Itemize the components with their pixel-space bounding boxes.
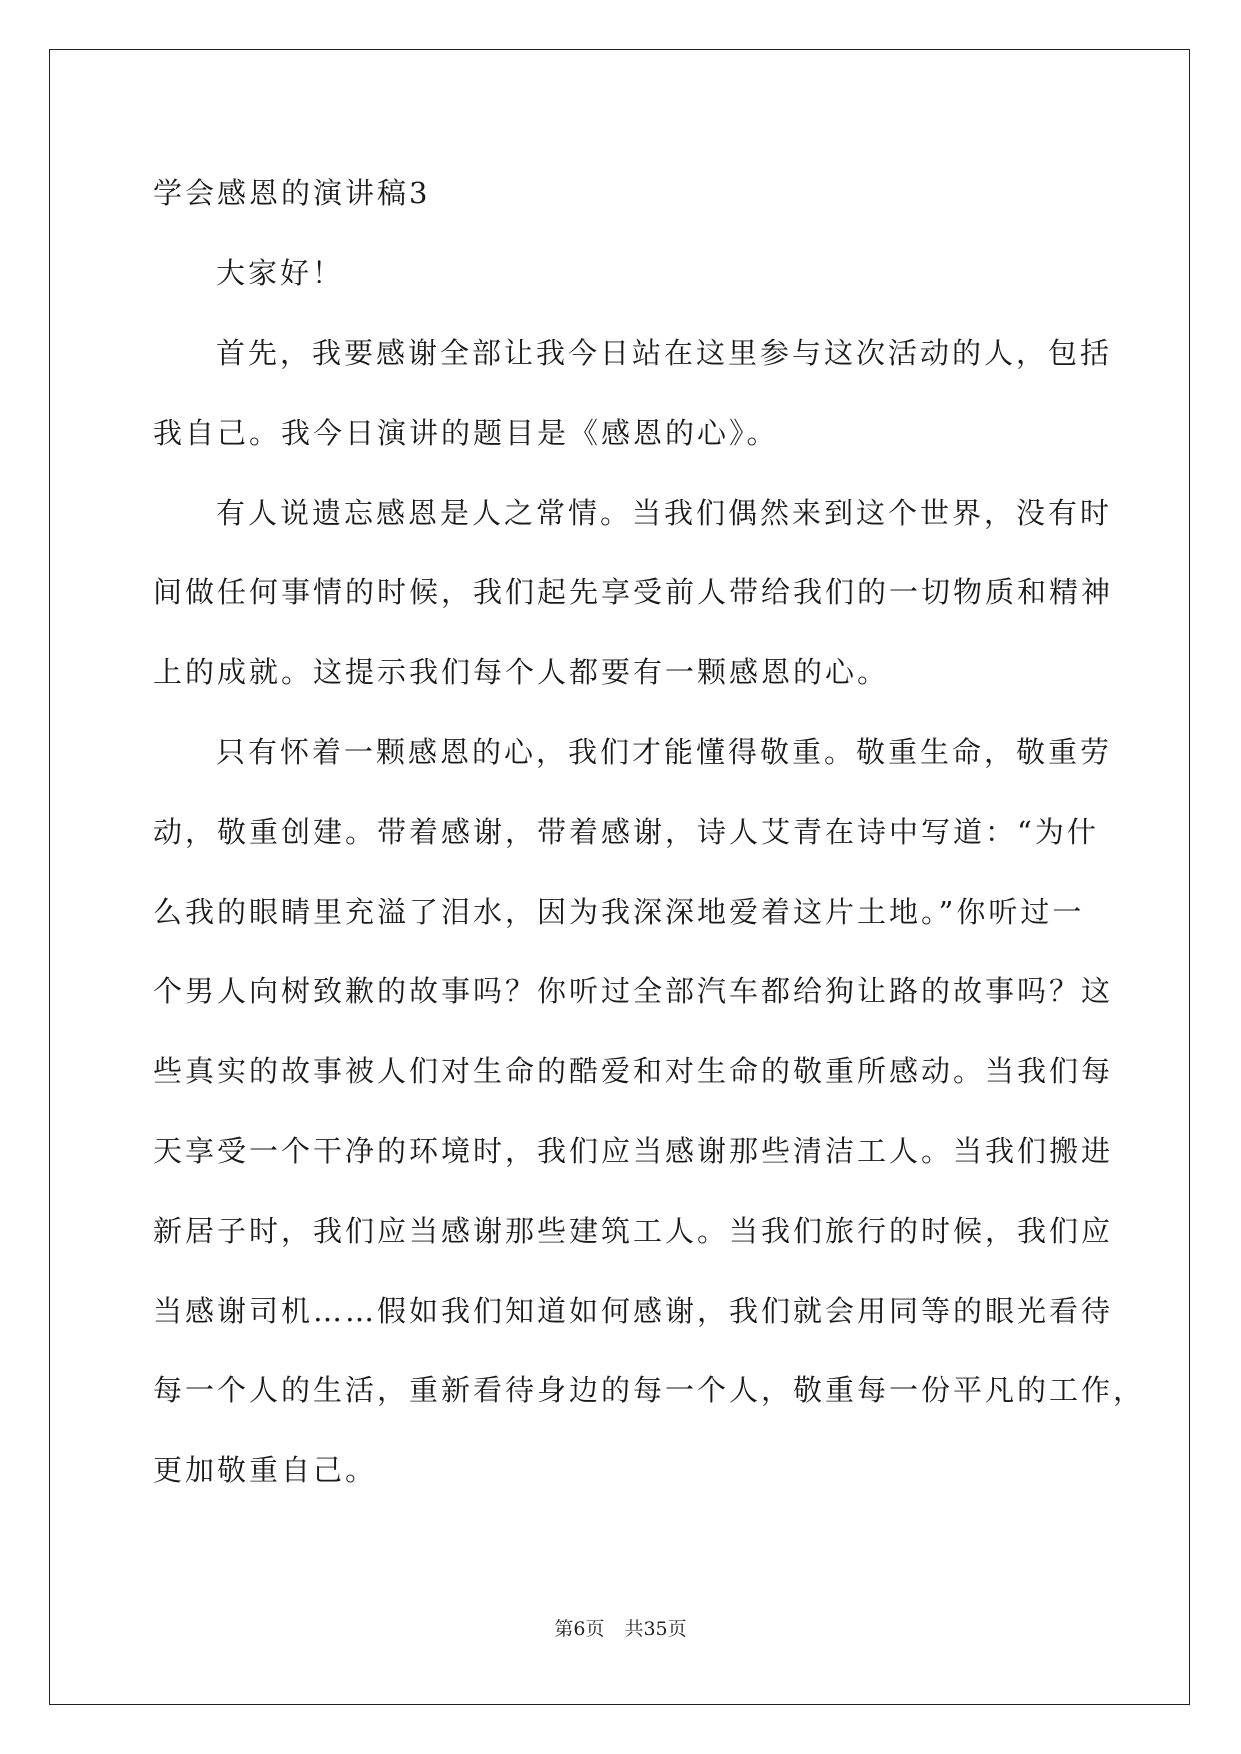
body-line: 间做任何事情的时候，我们起先享受前人带给我们的一切物质和精神: [153, 575, 1114, 609]
body-line: 当感谢司机……假如我们知道如何感谢，我们就会用同等的眼光看待: [153, 1294, 1114, 1328]
page-total: 共35页: [624, 1618, 687, 1640]
body-line: 每一个人的生活，重新看待身边的每一个人，敬重每一份平凡的工作，: [153, 1373, 1146, 1407]
page-number: 第6页: [554, 1618, 605, 1640]
body-line: 新居子时，我们应当感谢那些建筑工人。当我们旅行的时候，我们应: [153, 1214, 1114, 1248]
body-line: 么我的眼睛里充溢了泪水，因为我深深地爱着这片土地。”你听过一: [153, 895, 1085, 929]
body-line: 我自己。我今日演讲的题目是《感恩的心》。: [153, 416, 779, 450]
body-line: 些真实的故事被人们对生命的酷爱和对生命的敬重所感动。当我们每: [153, 1054, 1114, 1088]
body-line: 上的成就。这提示我们每个人都要有一颗感恩的心。: [153, 655, 890, 689]
body-line: 个男人向树致歉的故事吗？你听过全部汽车都给狗让路的故事吗？这: [153, 974, 1114, 1008]
body-line: 天享受一个干净的环境时，我们应当感谢那些清洁工人。当我们搬进: [153, 1134, 1114, 1168]
greeting-line: 大家好！: [216, 256, 345, 290]
body-line: 只有怀着一颗感恩的心，我们才能懂得敬重。敬重生命，敬重劳: [216, 735, 1113, 769]
page-footer: [0, 1617, 1241, 1641]
body-line: 有人说遗忘感恩是人之常情。当我们偶然来到这个世界，没有时: [216, 496, 1113, 530]
document-title: 学会感恩的演讲稿3: [153, 176, 431, 210]
body-line: 首先，我要感谢全部让我今日站在这里参与这次活动的人，包括: [216, 336, 1113, 370]
body-line: 动，敬重创建。带着感谢，带着感谢，诗人艾青在诗中写道：“为什: [153, 815, 1099, 849]
body-line: 更加敬重自己。: [153, 1453, 378, 1487]
